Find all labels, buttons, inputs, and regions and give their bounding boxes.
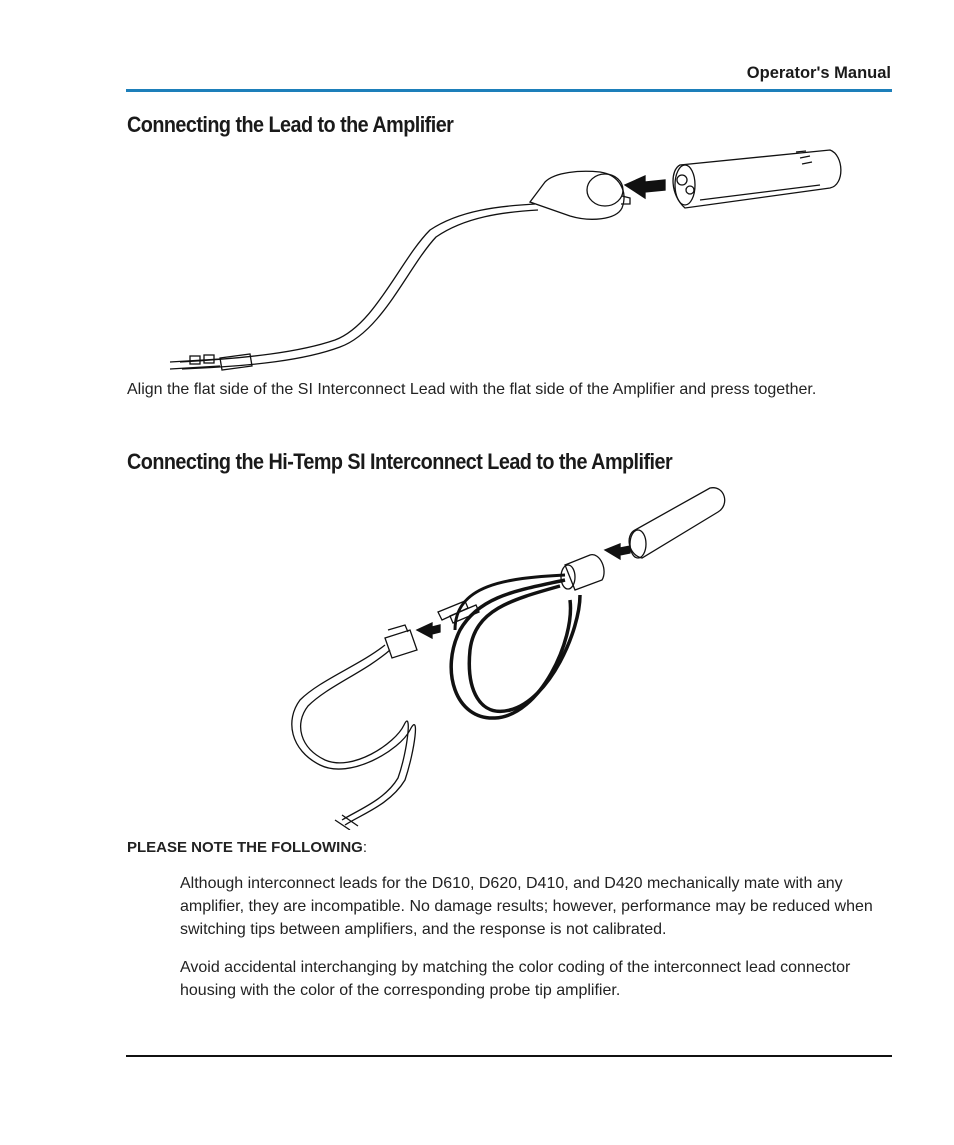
note-item: Although interconnect leads for the D610, D620, D410, and D420 mechanically mate with any amplifier, they are incompatible. No damage results; however, performance may be reduced when switching tips between amplifiers, and the response is not calibrated. xyxy=(180,875,873,938)
lead-amplifier-illustration xyxy=(160,140,860,375)
footer-rule xyxy=(126,1055,892,1057)
note-colon: : xyxy=(362,839,368,856)
hitemp-lead-amplifier-illustration xyxy=(280,480,760,830)
note-label: PLEASE NOTE THE FOLLOWING xyxy=(127,839,363,856)
lead-alignment-caption: Align the flat side of the SI Interconnect Lead with the flat side of the Amplifier and press together. xyxy=(127,381,817,398)
section-heading-hitemp-lead-to-amplifier: Connecting the Hi-Temp SI Interconnect Lead to the Amplifier xyxy=(127,449,673,474)
page-header-title: Operator's Manual xyxy=(746,64,891,82)
section-heading-lead-to-amplifier: Connecting the Lead to the Amplifier xyxy=(127,112,454,137)
header-rule xyxy=(126,89,892,92)
note-heading xyxy=(127,836,367,859)
note-item: Avoid accidental interchanging by matching the color coding of the interconnect lead connector housing with the color of the corresponding probe tip amplifier. xyxy=(180,959,851,999)
